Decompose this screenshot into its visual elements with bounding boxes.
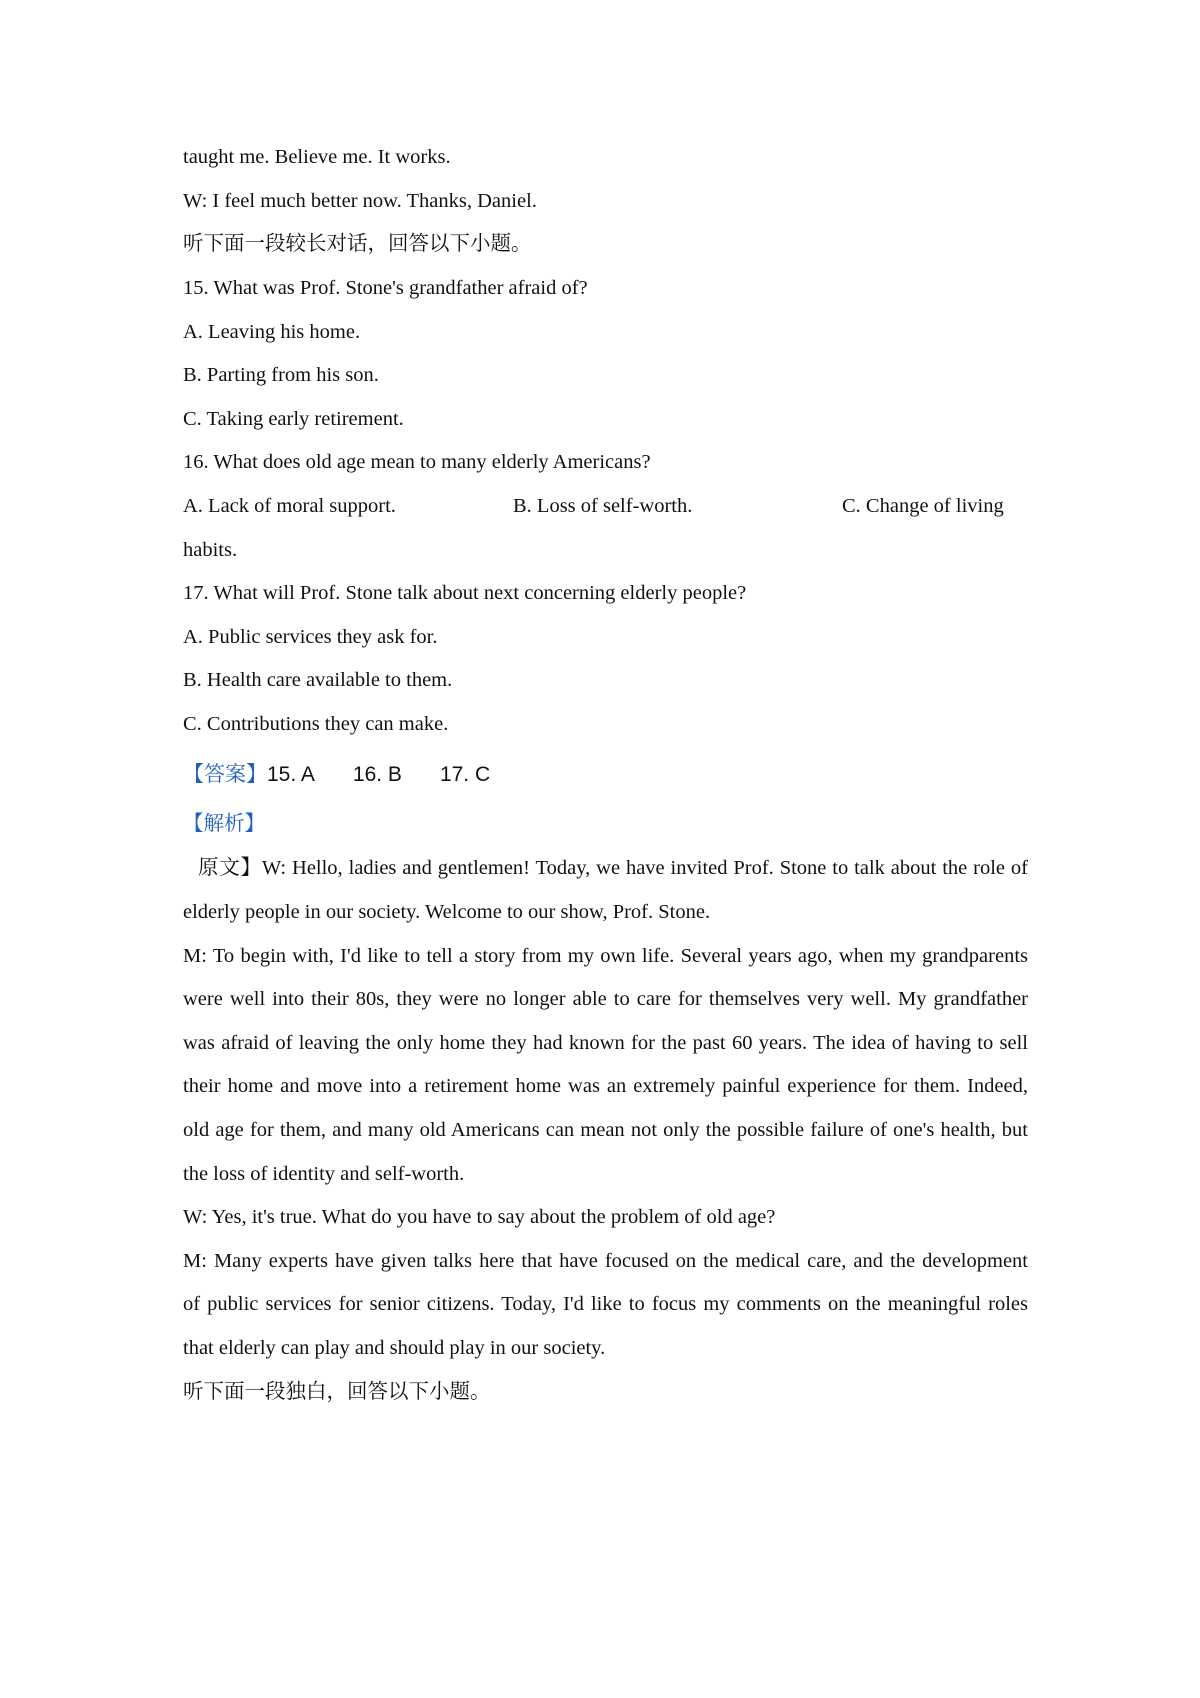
transcript-line: was afraid of leaving the only home they had known for the past 60 years. The idea of having to sell [183, 1032, 1028, 1054]
transcript-line: M: To begin with, I'd like to tell a story from my own life. Several years ago, when my grandparents [183, 945, 1028, 967]
section-instruction: 听下面一段独白，回答以下小题。 [183, 1381, 491, 1403]
q17-option-b: B. Health care available to them. [183, 669, 453, 691]
transcript-line: elderly people in our society. Welcome to our show, Prof. Stone. [183, 901, 711, 923]
transcript-line: W: Yes, it's true. What do you have to say about the problem of old age? [183, 1206, 776, 1228]
answer-item: 17. C [439, 763, 491, 786]
answer-label: 【答案】 [183, 762, 267, 786]
section-instruction: 听下面一段较长对话，回答以下小题。 [183, 233, 532, 255]
intro-line: taught me. Believe me. It works. [183, 146, 451, 168]
q16-option-c-continued: habits. [183, 539, 238, 561]
q16-option-b: B. Loss of self-worth. [513, 495, 693, 517]
q15-option-c: C. Taking early retirement. [183, 408, 404, 430]
transcript-lead: 原文】 [198, 857, 262, 879]
q15-option-b: B. Parting from his son. [183, 364, 379, 386]
transcript-text: W: Hello, ladies and gentlemen! Today, we have invited Prof. Stone to talk about the role of [261, 857, 1029, 879]
q16-option-c: C. Change of living [842, 495, 1004, 517]
transcript-line: M: Many experts have given talks here that have focused on the medical care, and the development [183, 1250, 1028, 1272]
transcript-line: that elderly can play and should play in our society. [183, 1337, 606, 1359]
q17-option-c: C. Contributions they can make. [183, 713, 449, 735]
q17-option-a: A. Public services they ask for. [183, 626, 438, 648]
answer-item: 16. B [352, 763, 402, 786]
q16-option-a: A. Lack of moral support. [183, 495, 396, 517]
question-16: 16. What does old age mean to many elderly Americans? [183, 451, 651, 473]
question-15: 15. What was Prof. Stone's grandfather afraid of? [183, 277, 588, 299]
transcript-line: the loss of identity and self-worth. [183, 1163, 465, 1185]
transcript-line: old age for them, and many old Americans can mean not only the possible failure of one's health, but [183, 1119, 1028, 1141]
question-17: 17. What will Prof. Stone talk about next concerning elderly people? [183, 582, 747, 604]
transcript-line: were well into their 80s, they were no longer able to care for themselves very well. My grandfather [183, 988, 1028, 1010]
answer-item: 15. A [267, 763, 315, 786]
intro-line: W: I feel much better now. Thanks, Daniel. [183, 190, 537, 212]
q15-option-a: A. Leaving his home. [183, 321, 361, 343]
transcript-line: their home and move into a retirement home was an extremely painful experience for them. Indeed, [183, 1075, 1028, 1097]
answer-row [183, 760, 528, 789]
analysis-label: 【解析】 [183, 813, 265, 835]
transcript-line: of public services for senior citizens. Today, I'd like to focus my comments on the meaningful roles [183, 1293, 1028, 1315]
transcript-line [198, 855, 1028, 881]
